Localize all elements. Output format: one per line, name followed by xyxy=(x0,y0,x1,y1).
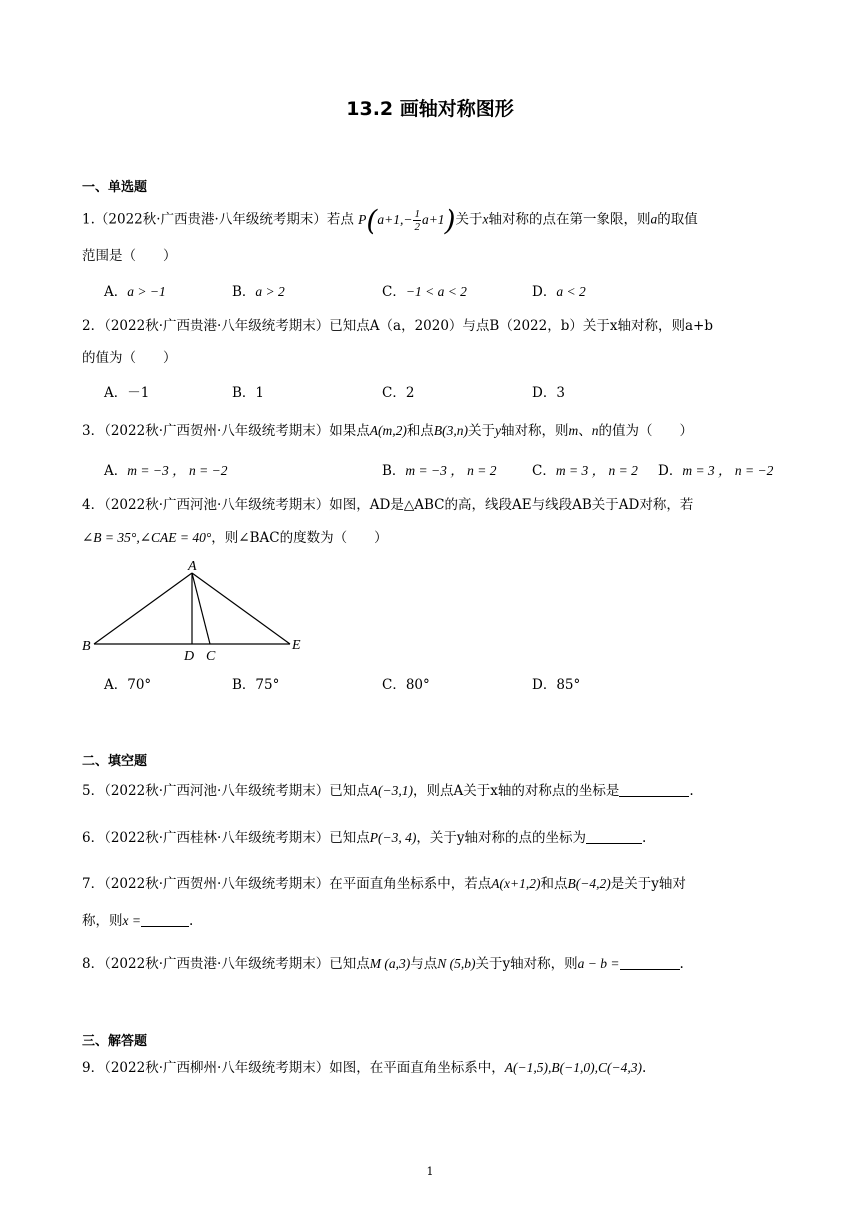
q3-option-c: C．m = 3 ， n = 2 xyxy=(532,463,638,479)
page-number: 1 xyxy=(426,1165,434,1178)
q1-line2: 范围是（ ） xyxy=(82,248,177,264)
question-9: 9．（2022秋·广西柳州·八年级统考期末）如图，在平面直角坐标系中，A(−1,5),B(−1,0),C(−4,3). xyxy=(82,1060,647,1076)
question-5: 5．（2022秋·广西河池·八年级统考期末）已知点A(−3,1)，则点A关于x轴的对称点的坐标是 . xyxy=(82,783,694,799)
q3-option-d: D．m = 3 ， n = −2 xyxy=(658,463,774,479)
triangle-figure xyxy=(80,556,320,666)
q4-option-c: C．80° xyxy=(382,677,430,693)
q2-line1: 2．（2022秋·广西贵港·八年级统考期末）已知点A（a，2020）与点B（2022，b）关于x轴对称，则a+b xyxy=(82,318,713,334)
q4-line2: ∠B = 35°,∠CAE = 40°，则∠BAC的度数为（ ） xyxy=(82,530,388,546)
label-a: A xyxy=(188,559,197,574)
q3-option-a: A．m = −3 ， n = −2 xyxy=(104,463,228,479)
q1-text-c: 轴对称的点在第一象限，则 xyxy=(488,211,651,228)
q3-option-b: B．m = −3 ， n = 2 xyxy=(382,463,497,479)
q2-line2: 的值为（ ） xyxy=(82,350,177,366)
q2-option-a: A．－1 xyxy=(104,385,150,401)
q1-text-a: 若点 xyxy=(326,211,354,228)
q5-answer-blank xyxy=(619,782,689,797)
q6-answer-blank xyxy=(586,829,642,844)
section-heading-fill-blank: 二、填空题 xyxy=(82,754,148,769)
q7-answer-blank xyxy=(141,912,189,927)
label-c: C xyxy=(206,649,216,664)
q1-text-b: 关于 xyxy=(455,211,483,228)
q1-option-c: C．−1 < a < 2 xyxy=(382,284,467,300)
q1-option-d: D．a < 2 xyxy=(532,284,586,300)
q4-option-a: A．70° xyxy=(104,677,152,693)
q2-option-d: D．3 xyxy=(532,385,565,401)
question-3: 3．（2022秋·广西贺州·八年级统考期末）如果点A(m,2)和点B(3,n)关于y轴对称，则m、n的值为（ ） xyxy=(82,423,694,439)
label-e: E xyxy=(292,638,301,653)
question-1: 1.（2022秋·广西贵港·八年级统考期末）若点 P(a+1,− $\frac{1}{2}$ a+1)关于x轴对称的点在第一象限，则a的取值 xyxy=(82,203,698,237)
q4-option-d: D．85° xyxy=(532,677,581,693)
section-heading-single-choice: 一、单选题 xyxy=(82,180,148,195)
q2-option-c: C．2 xyxy=(382,385,415,401)
q1-option-b: B．a > 2 xyxy=(232,284,285,300)
q4-line1: 4．（2022秋·广西河池·八年级统考期末）如图，AD是△ABC的高，线段AE与线段AB关于AD对称，若 xyxy=(82,497,694,513)
q1-source: （2022秋·广西贵港·八年级统考期末） xyxy=(94,211,327,228)
label-d: D xyxy=(184,649,195,664)
label-b: B xyxy=(82,639,91,654)
q1-option-a: A．a > −1 xyxy=(104,284,166,300)
section-heading-answer: 三、解答题 xyxy=(82,1034,148,1049)
q2-option-b: B．1 xyxy=(232,385,265,401)
question-6: 6．（2022秋·广西桂林·八年级统考期末）已知点P(−3, 4)，关于y轴对称的点的坐标为 . xyxy=(82,830,647,846)
question-8: 8．（2022秋·广西贵港·八年级统考期末）已知点M (a,3)与点N (5,b)关于y轴对称，则a − b = . xyxy=(82,956,684,972)
q1-number: 1. xyxy=(82,211,95,228)
question-7-line2: 称，则x = . xyxy=(82,913,194,929)
q4-option-b: B．75° xyxy=(232,677,280,693)
question-7: 7．（2022秋·广西贺州·八年级统考期末）在平面直角坐标系中，若点A(x+1,2)和点B(−4,2)是关于y轴对 xyxy=(82,876,686,892)
page-title: 13.2 画轴对称图形 xyxy=(346,98,514,120)
q1-point-expr: P(a+1,− $\frac{1}{2}$ a+1) xyxy=(358,203,456,237)
q1-text-d: 的取值 xyxy=(657,211,698,228)
q8-answer-blank xyxy=(620,955,680,970)
line-ab xyxy=(94,573,192,644)
